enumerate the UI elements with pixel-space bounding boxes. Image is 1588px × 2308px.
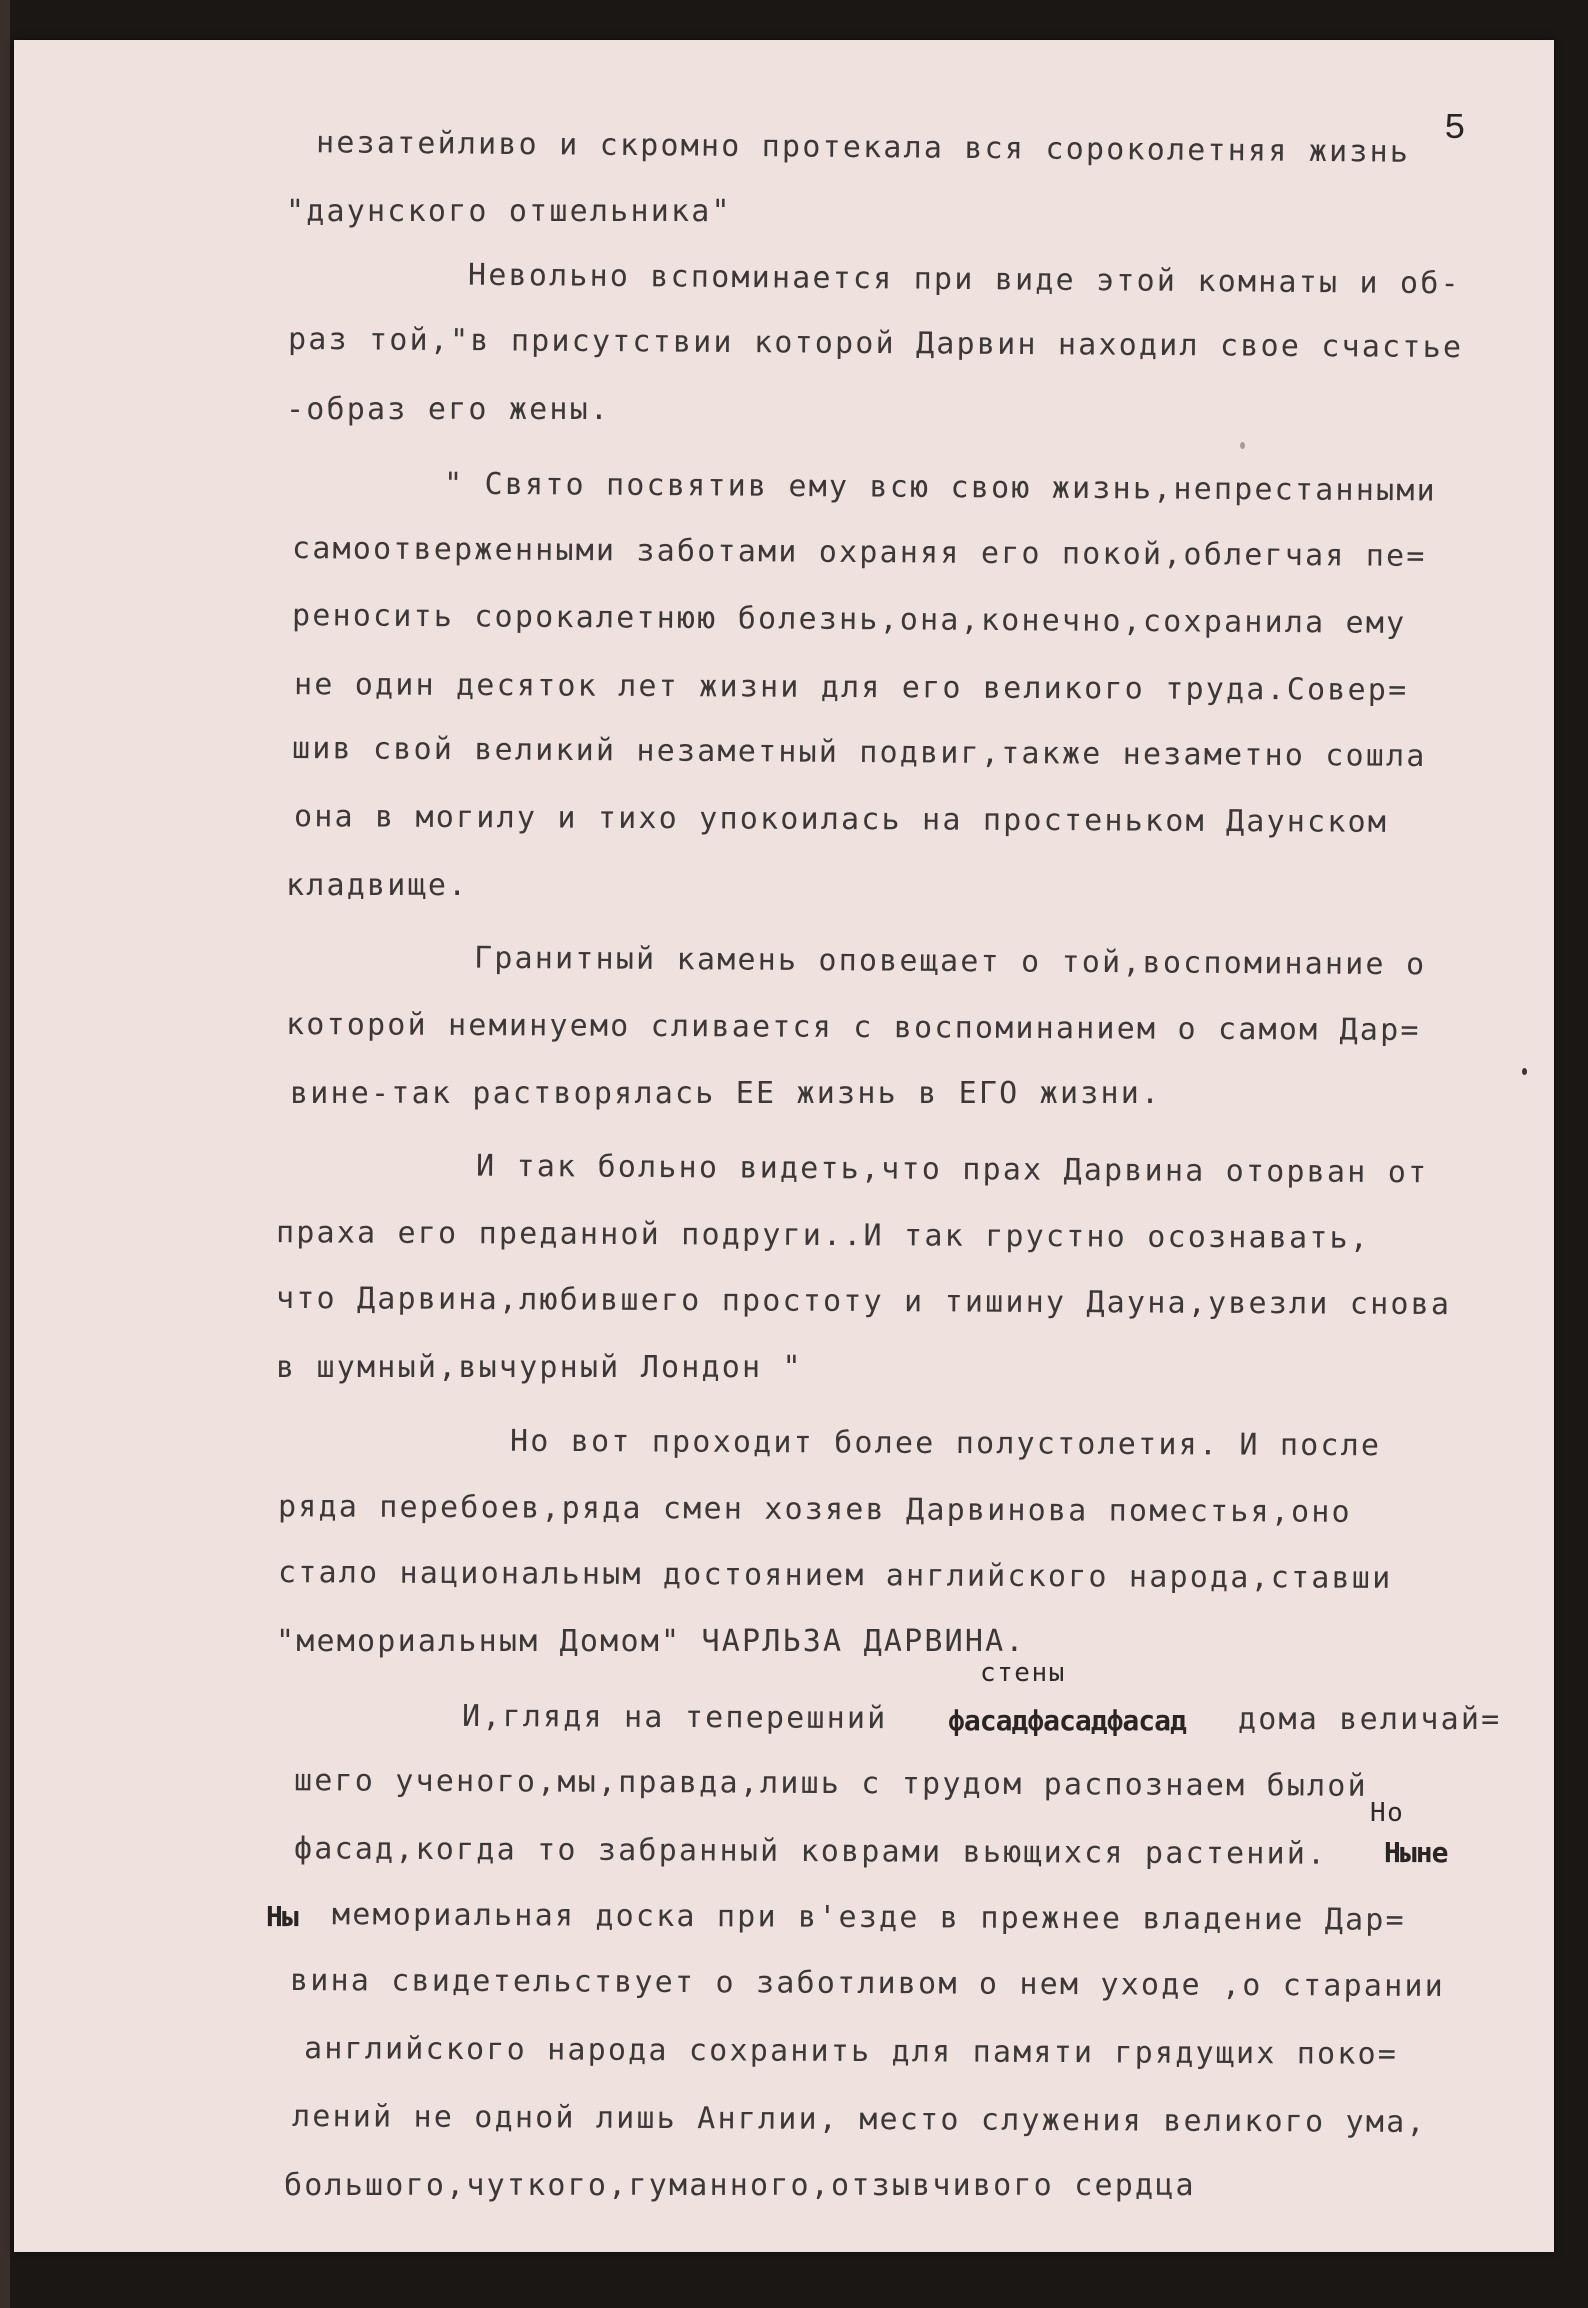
text-line: незатейливо и скромно протекала вся сороколетняя жизнь (315, 125, 1411, 170)
text-line: праха его преданной подруги..И так грустно осознавать, (275, 1215, 1371, 1256)
text-line: -образ его жены. (286, 392, 611, 427)
text-line: Гранитный камень оповещает о той,воспоминание о (473, 940, 1427, 983)
ink-spot (1522, 1068, 1527, 1075)
struck-out-text: Ны (266, 1900, 298, 1933)
typewritten-page (14, 40, 1554, 2252)
ink-spot (1240, 442, 1245, 449)
binding-strip (0, 0, 10, 2308)
text-line: которой неминуемо сливается с воспоминанием о самом Дар= (285, 1007, 1421, 1048)
text-line: реносить сорокалетнюю болезнь,она,конечно,сохранила ему (291, 598, 1407, 641)
text-line: "мемориальным Домом" ЧАРЛЬЗА ДАРВИНА. (276, 1624, 1026, 1659)
handwritten-correction: Но (1370, 1798, 1405, 1828)
text-line: " Свято посвятив ему всю свою жизнь,непрестанными (443, 466, 1437, 509)
text-line: ряда перебоев,ряда смен хозяев Дарвинова поместья,оно (277, 1489, 1352, 1530)
handwritten-correction: стены (980, 1658, 1066, 1688)
text-line: кладвище. (286, 868, 469, 903)
text-line: что Дарвина,любившего простоту и тишину Дауна,увезли снова (275, 1280, 1452, 1323)
text-line: И,глядя на теперешний (461, 1698, 888, 1737)
text-line: лений не одной лишь Англии, место служения великого ума, (291, 2099, 1427, 2140)
text-line: английского народа сохранить для памяти грядущих поко= (303, 2031, 1399, 2072)
text-line: она в могилу и тихо упокоилась на простеньком Даунском (293, 799, 1389, 840)
text-line: самоотверженными заботами охраняя его покой,облегчая пе= (291, 531, 1427, 574)
text-line: И так больно видеть,что прах Дарвина оторван от (475, 1148, 1429, 1191)
text-line: шего ученого,мы,правда,лишь с трудом распознаем былой (293, 1763, 1368, 1804)
text-line: стало национальным достоянием английского народа,ставши (277, 1555, 1393, 1596)
struck-out-text: Ныне (1384, 1836, 1448, 1869)
text-line: шив свой великий незаметный подвиг,также незаметно сошла (291, 731, 1427, 774)
page-number: 5 (1444, 108, 1466, 149)
text-line: Но вот проходит более полустолетия. И после (509, 1423, 1382, 1464)
text-line: не один десяток лет жизни для его великого труда.Совер= (293, 667, 1409, 708)
text-line: вине-так растворялась ЕЕ жизнь в ЕГО жизни. (290, 1076, 1162, 1111)
text-line: раз той,"в присутствии которой Дарвин находил свое счастье (287, 321, 1464, 366)
text-line: большого,чуткого,гуманного,отзывчивого сердца (284, 2168, 1196, 2203)
text-line: мемориальная доска при в'езде в прежнее владение Дар= (331, 1897, 1406, 1938)
struck-out-text: фасадфасадфасад (948, 1704, 1186, 1737)
text-line: дома величай= (1238, 1702, 1502, 1737)
text-line: "даунского отшельника" (286, 194, 732, 229)
text-line: Невольно вспоминается при виде этой комнаты и об- (467, 257, 1461, 302)
text-line: фасад,когда то забранный коврами вьющихся растений. (293, 1831, 1328, 1872)
text-line: в шумный,вычурный Лондон " (276, 1350, 803, 1385)
text-line: вина свидетельствует о заботливом о нем уходе ,о старании (289, 1962, 1446, 2005)
